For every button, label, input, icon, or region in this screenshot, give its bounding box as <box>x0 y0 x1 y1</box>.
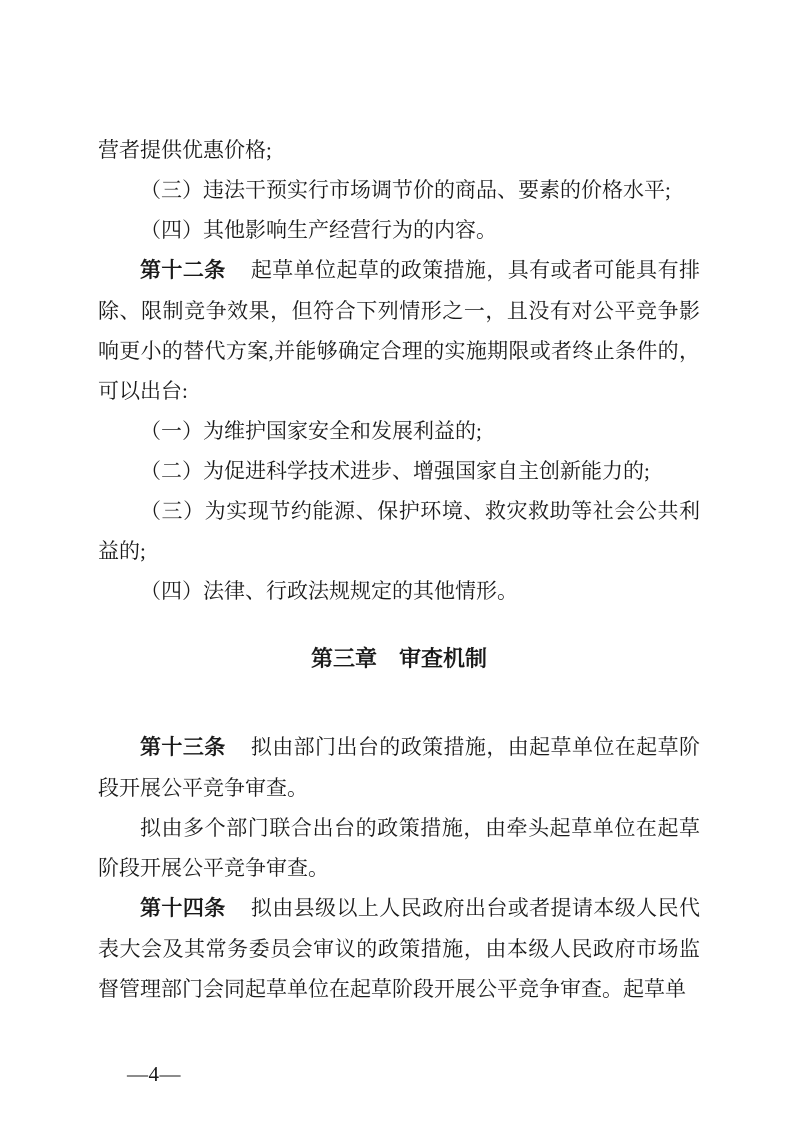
article-13-paragraph <box>98 727 700 808</box>
article-14-paragraph <box>98 888 700 1009</box>
article-12-paragraph <box>98 250 700 411</box>
article-12-body: 起草单位起草的政策措施，具有或者可能具有排除、限制竞争效果，但符合下列情形之一，且没有对公平竞争影响更小的替代方案,并能够确定合理的实施期限或者终止条件的，可以出台: <box>98 258 701 403</box>
list-item-4: （四）其他影响生产经营行为的内容。 <box>140 218 497 242</box>
article-14-number: 第十四条 <box>140 897 226 920</box>
clause-item-4: （四）法律、行政法规规定的其他情形。 <box>140 579 518 603</box>
chapter-heading: 第三章 审查机制 <box>310 646 487 671</box>
list-item-3: （三）违法干预实行市场调节价的商品、要素的价格水平; <box>140 178 671 202</box>
document-body <box>98 130 700 1009</box>
article-13-continuation: 拟由多个部门联合出台的政策措施，由牵头起草单位在起草阶段开展公平竞争审查。 <box>98 816 700 880</box>
page-number: —4— <box>127 1062 181 1086</box>
article-13-body: 拟由部门出台的政策措施，由起草单位在起草阶段开展公平竞争审查。 <box>98 735 701 800</box>
article-12-number: 第十二条 <box>140 259 226 282</box>
clause-item-1: （一）为维护国家安全和发展利益的; <box>140 419 482 443</box>
paragraph-continuation: 营者提供优惠价格; <box>98 138 272 162</box>
article-14-body: 拟由县级以上人民政府出台或者提请本级人民代表大会及其常务委员会审议的政策措施，由本级人民政府市场监督管理部门会同起草单位在起草阶段开展公平竞争审查。起草单 <box>98 896 701 1001</box>
clause-item-3: （三）为实现节约能源、保护环境、救灾救助等社会公共利益的; <box>98 499 700 563</box>
article-13-number: 第十三条 <box>140 736 226 759</box>
clause-item-2: （二）为促进科学技术进步、增强国家自主创新能力的; <box>140 459 650 483</box>
